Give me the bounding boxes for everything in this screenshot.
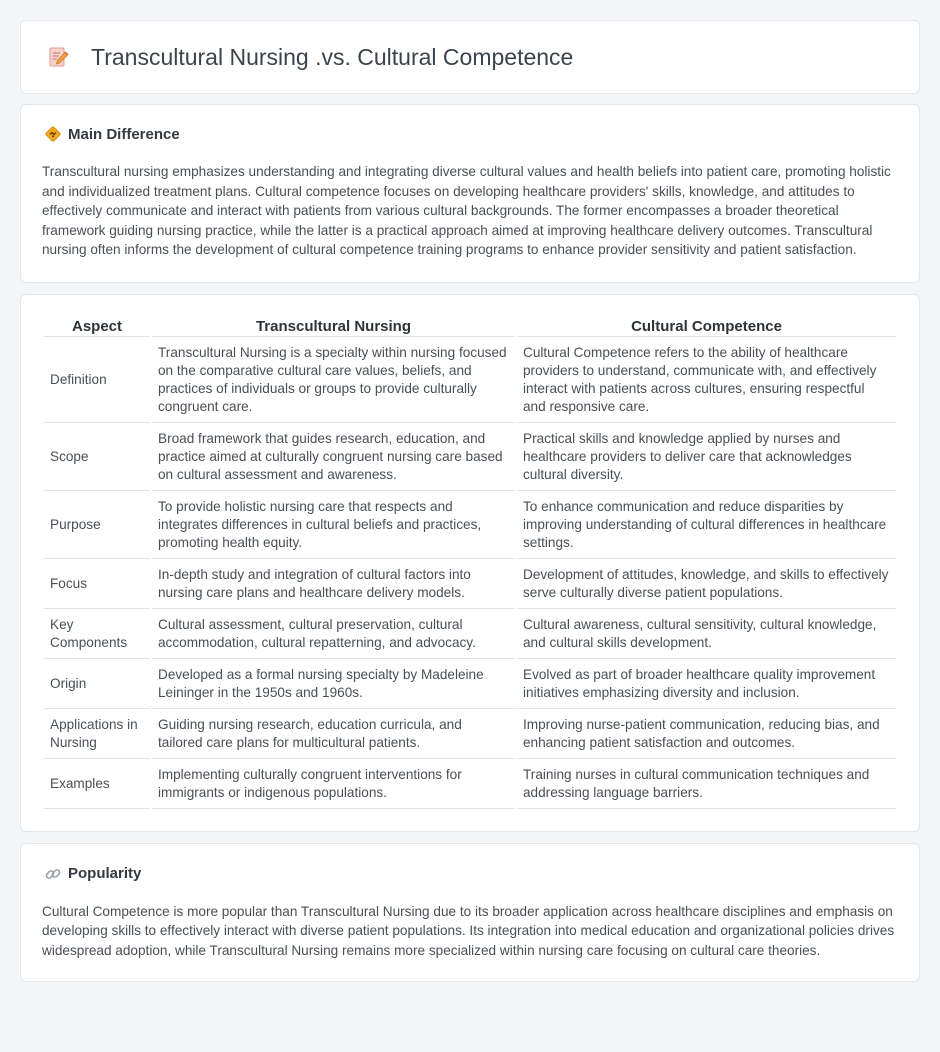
table-row [44,559,896,609]
competence-cell: Cultural awareness, cultural sensitivity, cultural knowledge, and cultural skills development. [517,609,896,659]
pencil-document-icon [47,45,71,69]
comparison-table [42,315,898,809]
transcultural-cell: Transcultural Nursing is a specialty within nursing focused on the comparative cultural care values, beliefs, and practices of individuals or groups to provide culturally congruent care. [152,337,515,423]
transcultural-cell: Implementing culturally congruent interventions for immigrants or indigenous populations. [152,759,515,809]
comparison-table-card [20,294,920,832]
competence-cell: Cultural Competence refers to the ability of healthcare providers to understand, communicate with, and effectively interact with patients across cultures, ensuring respectful and responsive care. [517,337,896,423]
competence-cell: Improving nurse-patient communication, reducing bias, and enhancing patient satisfaction and outcomes. [517,709,896,759]
table-row [44,709,896,759]
transcultural-cell: To provide holistic nursing care that respects and integrates differences in cultural beliefs and practices, promoting health equity. [152,491,515,559]
page-title: Transcultural Nursing .vs. Cultural Competence [91,43,574,70]
link-icon [44,865,62,883]
table-row [44,337,896,423]
main-difference-text: Transcultural nursing emphasizes understanding and integrating diverse cultural values and health beliefs into patient care, promoting holistic and individualized treatment plans. Cultural competence focuses on developing healthcare providers' skills, knowledge, and attitudes to effectively communicate and interact with patients from various cultural backgrounds. The former encompasses a broader theoretical framework guiding nursing practice, while the latter is a practical approach aimed at improving healthcare delivery outcomes. Transcultural nursing often informs the development of cultural competence training programs to enhance provider sensitivity and patient satisfaction. [42,164,891,257]
table-row [44,659,896,709]
competence-cell: Training nurses in cultural communication techniques and addressing language barriers. [517,759,896,809]
diamond-sign-icon [44,125,62,143]
popularity-section [20,843,920,983]
aspect-cell: Examples [44,759,150,809]
competence-cell: Practical skills and knowledge applied by nurses and healthcare providers to deliver care that acknowledges cultural diversity. [517,423,896,491]
transcultural-cell: Cultural assessment, cultural preservation, cultural accommodation, cultural repatterning, and advocacy. [152,609,515,659]
column-header-transcultural: Transcultural Nursing [152,315,515,337]
aspect-cell: Scope [44,423,150,491]
header-card [20,20,920,94]
aspect-cell: Focus [44,559,150,609]
aspect-cell: Applications in Nursing [44,709,150,759]
competence-cell: Evolved as part of broader healthcare quality improvement initiatives emphasizing diversity and inclusion. [517,659,896,709]
aspect-cell: Key Components [44,609,150,659]
transcultural-cell: In-depth study and integration of cultural factors into nursing care plans and healthcare delivery models. [152,559,515,609]
popularity-heading: Popularity [68,865,142,882]
popularity-text: Cultural Competence is more popular than Transcultural Nursing due to its broader application across healthcare disciplines and emphasis on developing skills to effectively interact with diverse patient populations. Its integration into medical education and organizational policies drives widespread adoption, while Transcultural Nursing remains more specialized within nursing care focusing on cultural care theories. [42,903,895,958]
table-header-row [44,315,896,337]
table-row [44,759,896,809]
aspect-cell: Origin [44,659,150,709]
table-row [44,423,896,491]
aspect-cell: Purpose [44,491,150,559]
competence-cell: Development of attitudes, knowledge, and skills to effectively serve culturally diverse patient populations. [517,559,896,609]
competence-cell: To enhance communication and reduce disparities by improving understanding of cultural differences in healthcare settings. [517,491,896,559]
column-header-competence: Cultural Competence [517,315,896,337]
main-difference-heading: Main Difference [68,125,180,143]
aspect-cell: Definition [44,337,150,423]
transcultural-cell: Guiding nursing research, education curricula, and tailored care plans for multicultural patients. [152,709,515,759]
table-row [44,491,896,559]
transcultural-cell: Developed as a formal nursing specialty by Madeleine Leininger in the 1950s and 1960s. [152,659,515,709]
popularity-header [44,865,899,883]
main-difference-section [20,104,920,283]
column-header-aspect: Aspect [44,315,150,337]
main-difference-header [44,125,899,143]
table-row [44,609,896,659]
transcultural-cell: Broad framework that guides research, education, and practice aimed at culturally congruent nursing care based on cultural assessment and awareness. [152,423,515,491]
